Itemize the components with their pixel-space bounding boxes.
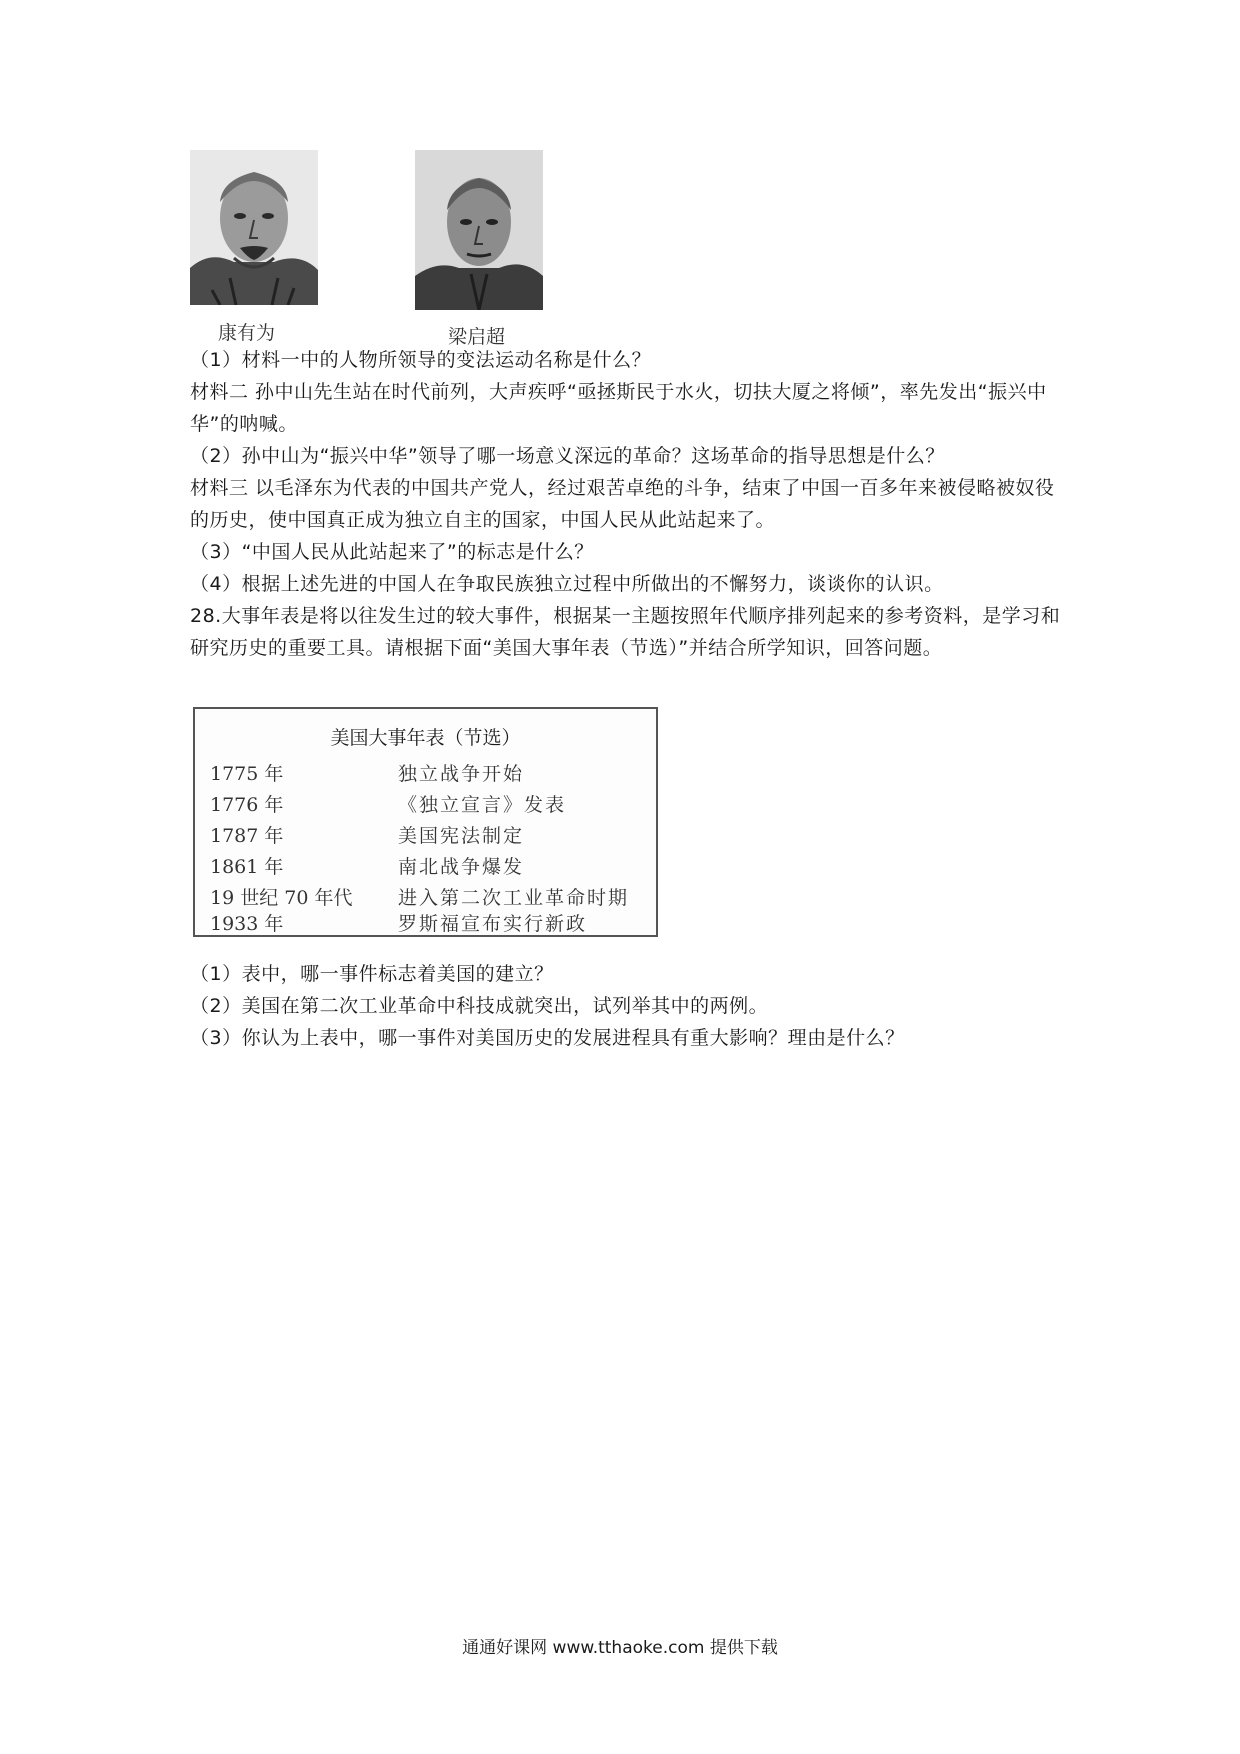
timeline-year: 1776 年 xyxy=(210,794,284,816)
timeline-year: 1775 年 xyxy=(210,763,284,785)
question-1: （1）材料一中的人物所领导的变法运动名称是什么？ xyxy=(190,349,652,371)
question-28-1: （1）表中，哪一事件标志着美国的建立？ xyxy=(190,963,554,985)
portraits-figure xyxy=(190,150,570,350)
question-28-2: （2）美国在第二次工业革命中科技成就突出，试列举其中的两例。 xyxy=(190,995,769,1017)
portrait-kang-youwei xyxy=(190,150,318,305)
page-footer: 通通好课网 www.tthaoke.com 提供下载 xyxy=(462,1638,778,1658)
timeline-row xyxy=(210,759,646,789)
timeline-event: 罗斯福宣布实行新政 xyxy=(398,913,588,935)
question-2: （2）孙中山为“振兴中华”领导了哪一场意义深远的革命？这场革命的指导思想是什么？ xyxy=(190,445,945,467)
material-3: 材料三 以毛泽东为代表的中国共产党人，经过艰苦卓绝的斗争，结束了中国一百多年来被侵略被奴役的历史，使中国真正成为独立自主的国家，中国人民从此站起来了。 xyxy=(190,477,1055,531)
question-4: （4）根据上述先进的中国人在争取民族独立过程中所做出的不懈努力，谈谈你的认识。 xyxy=(190,573,944,595)
timeline-table xyxy=(193,707,658,937)
material-2: 材料二 孙中山先生站在时代前列，大声疾呼“亟拯斯民于水火，切扶大厦之将倾”，率先发出“振兴中华”的呐喊。 xyxy=(190,381,1047,435)
timeline-event: 美国宪法制定 xyxy=(398,825,525,847)
timeline-row xyxy=(210,909,646,939)
timeline-year: 19 世纪 70 年代 xyxy=(210,887,353,909)
timeline-year: 1861 年 xyxy=(210,856,284,878)
timeline-row xyxy=(210,821,646,851)
timeline-row xyxy=(210,790,646,820)
portrait-kang-youwei-image xyxy=(190,150,318,305)
timeline-event: 独立战争开始 xyxy=(398,763,525,785)
portrait-caption: 康有为 xyxy=(218,322,276,344)
portrait-caption: 梁启超 xyxy=(448,326,506,348)
question-28-3: （3）你认为上表中，哪一事件对美国历史的发展进程具有重大影响？理由是什么？ xyxy=(190,1027,905,1049)
question-3: （3）“中国人民从此站起来了”的标志是什么？ xyxy=(190,541,594,563)
timeline-year: 1933 年 xyxy=(210,913,284,935)
portrait-liang-qichao xyxy=(415,150,543,310)
question-28-intro: 28.大事年表是将以往发生过的较大事件，根据某一主题按照年代顺序排列起来的参考资料，是学习和研究历史的重要工具。请根据下面“美国大事年表（节选）”并结合所学知识，回答问题。 xyxy=(190,605,1061,659)
question-text-block xyxy=(190,344,1070,664)
timeline-event: 《独立宣言》发表 xyxy=(398,794,567,816)
timeline-event: 进入第二次工业革命时期 xyxy=(398,887,630,909)
question-28-subquestions xyxy=(190,958,1070,1054)
portrait-liang-qichao-image xyxy=(415,150,543,310)
timeline-title: 美国大事年表（节选） xyxy=(330,727,521,749)
timeline-row xyxy=(210,852,646,882)
timeline-event: 南北战争爆发 xyxy=(398,856,525,878)
timeline-year: 1787 年 xyxy=(210,825,284,847)
